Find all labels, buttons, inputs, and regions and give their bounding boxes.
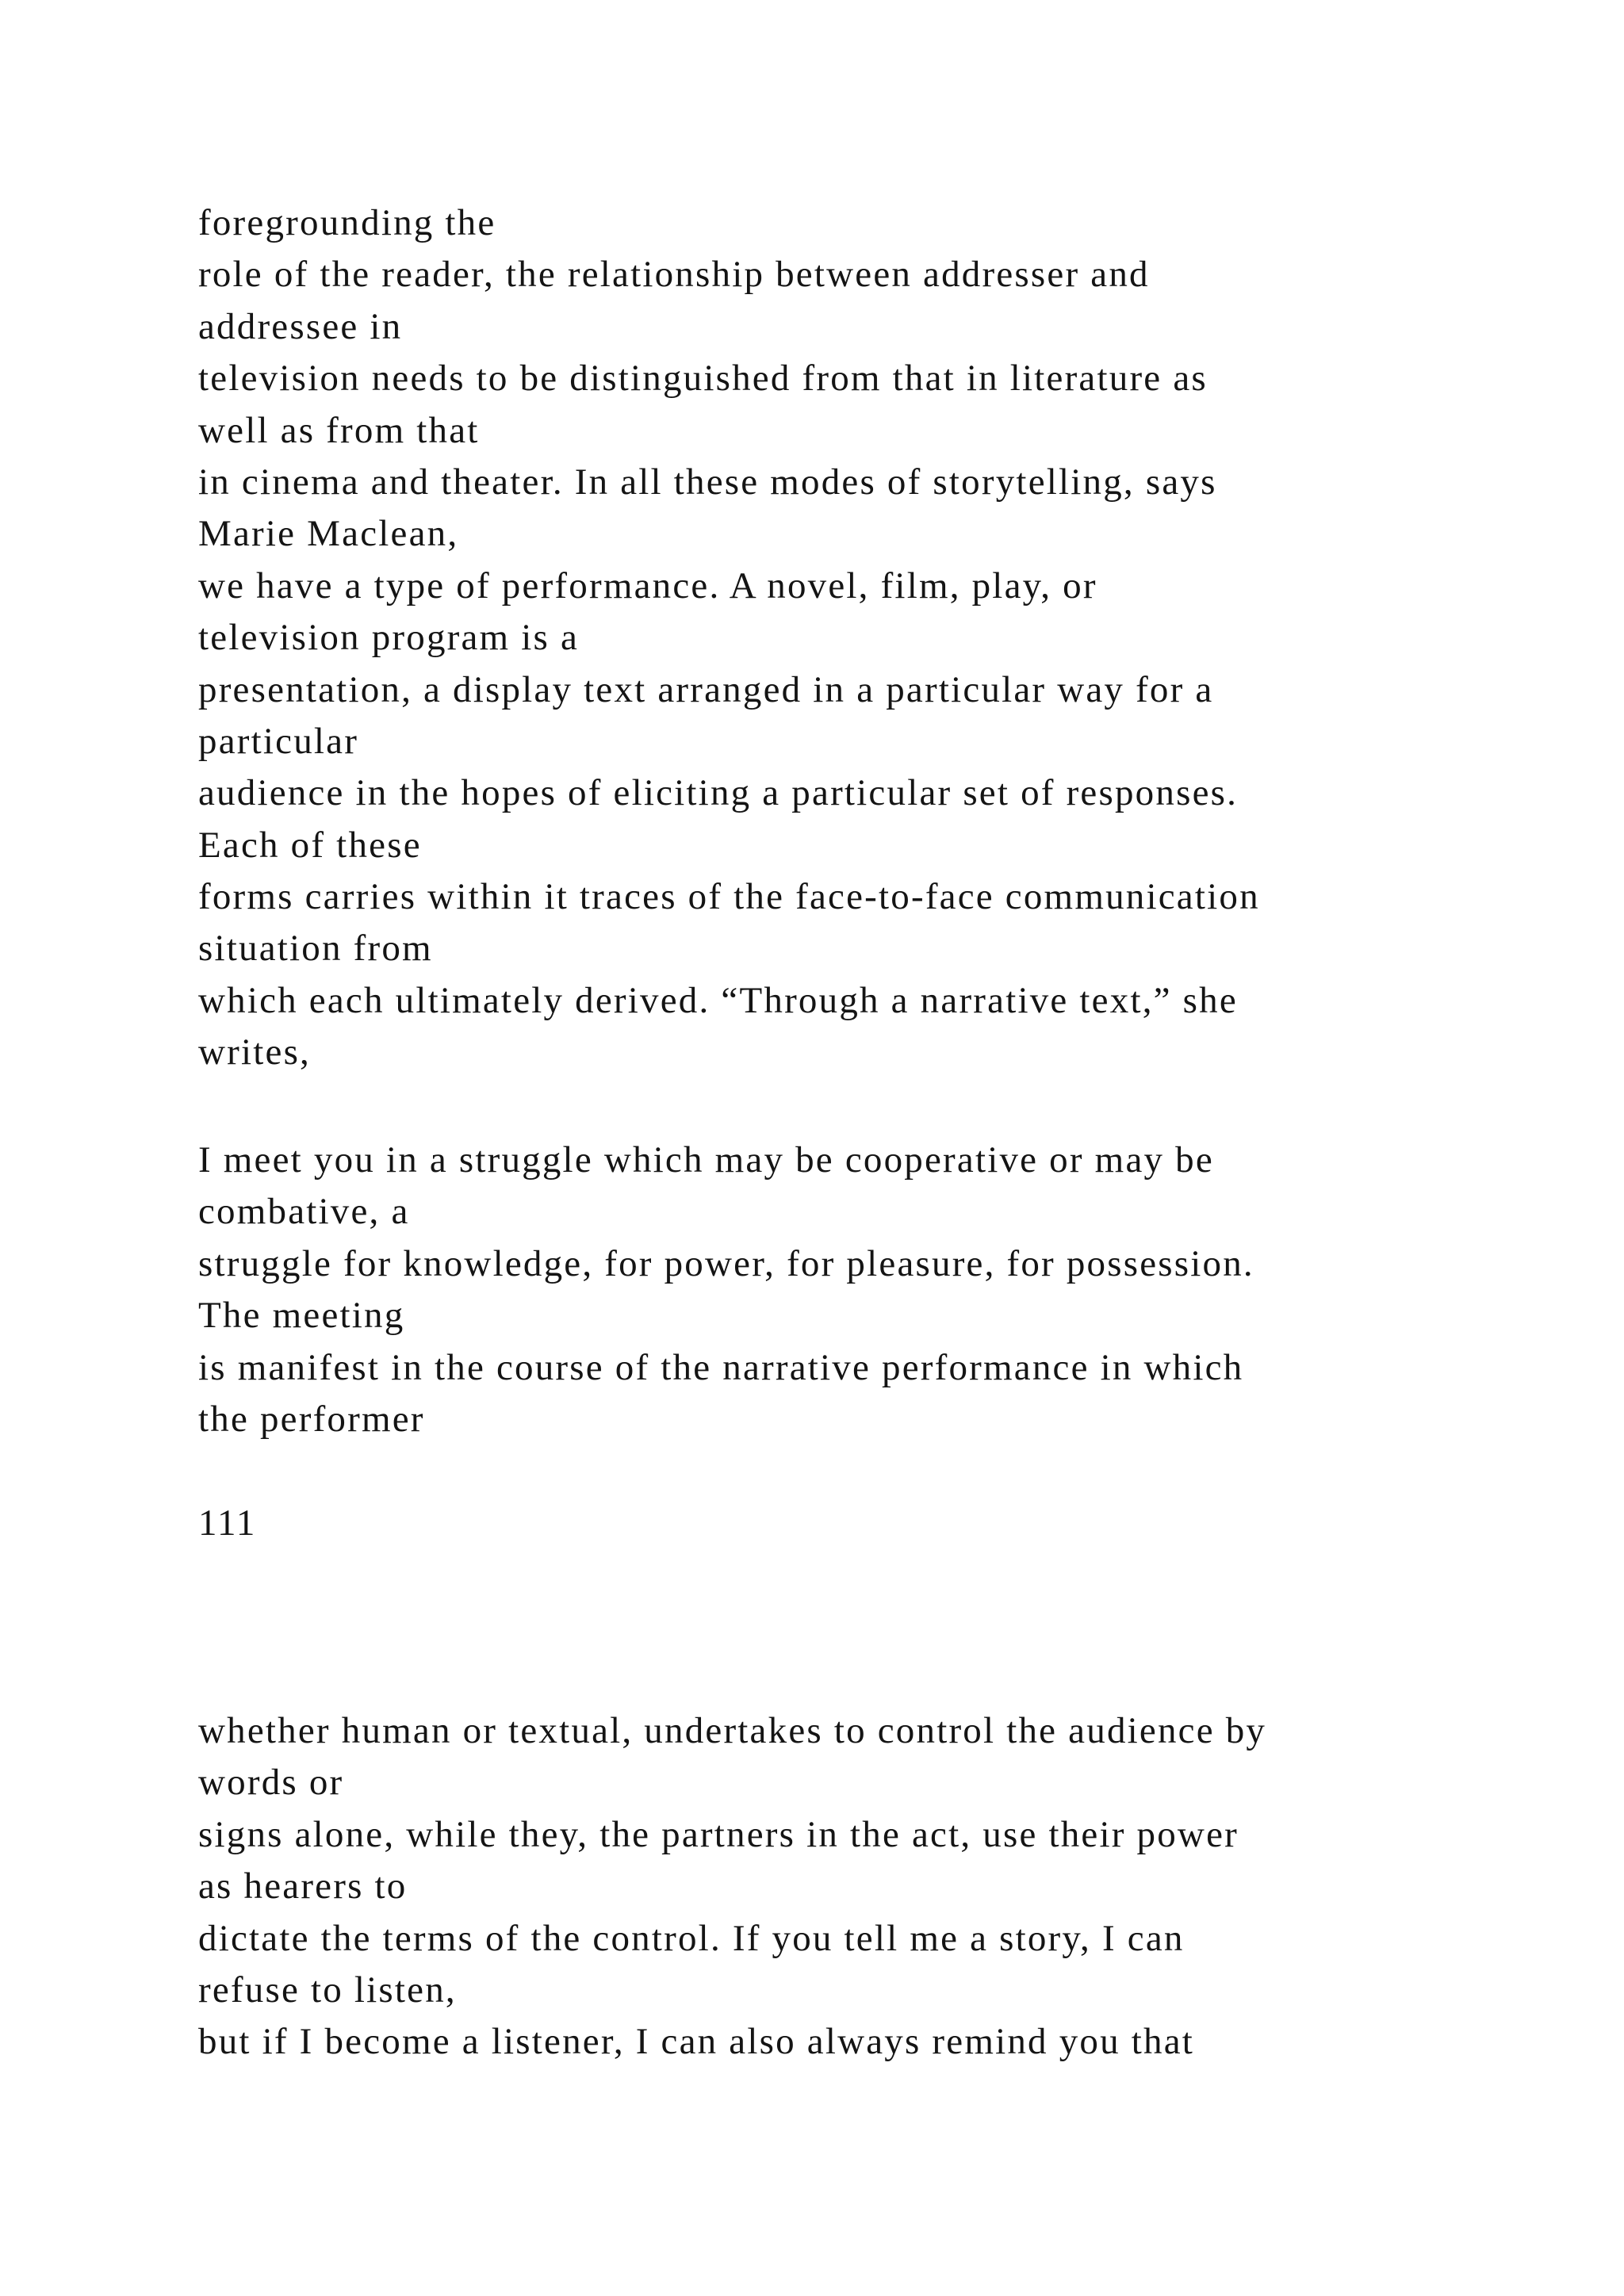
text-line: television program is a (198, 617, 580, 659)
text-line: signs alone, while they, the partners in the act, use their power (198, 1813, 1239, 1855)
text-line: The meeting (198, 1295, 405, 1337)
text-line: foregrounding the (198, 202, 496, 243)
block-quote-continued (198, 1705, 1546, 2068)
text-line: words or (198, 1762, 344, 1804)
text-line: Marie Maclean, (198, 513, 459, 555)
text-line: we have a type of performance. A novel, film, play, or (198, 564, 1097, 607)
text-line: whether human or textual, undertakes to control the audience by (198, 1710, 1267, 1751)
text-line: which each ultimately derived. “Through a narrative text,” she (198, 979, 1238, 1021)
text-line: television needs to be distinguished from that in literature as (198, 358, 1208, 400)
paragraph-body (198, 197, 1546, 1079)
text-line: addressee in (198, 305, 403, 347)
text-line: well as from that (198, 409, 480, 451)
text-line: struggle for knowledge, for power, for pleasure, for possession. (198, 1242, 1254, 1284)
text-line: situation from (198, 928, 433, 970)
text-line: refuse to listen, (198, 1969, 457, 2011)
text-line: in cinema and theater. In all these modes of storytelling, says (198, 461, 1217, 503)
text-line: Each of these (198, 824, 422, 866)
page-number (198, 1498, 1546, 1549)
text-line: forms carries within it traces of the face-to-face communication (198, 876, 1260, 918)
text-line: role of the reader, the relationship between addresser and (198, 254, 1150, 296)
text-line: presentation, a display text arranged in a particular way for a (198, 668, 1214, 710)
block-quote (198, 1135, 1546, 1445)
text-line: but if I become a listener, I can also always remind you that (198, 2021, 1195, 2063)
text-line: combative, a (198, 1191, 410, 1233)
text-line: the performer (198, 1398, 425, 1440)
text-line: I meet you in a struggle which may be cooperative or may be (198, 1139, 1214, 1181)
text-line: dictate the terms of the control. If you tell me a story, I can (198, 1917, 1185, 1959)
text-line: is manifest in the course of the narrative performance in which (198, 1346, 1244, 1388)
text-line: particular (198, 720, 359, 762)
text-line: as hearers to (198, 1866, 408, 1908)
text-line: writes, (198, 1031, 312, 1073)
page-number-text: 111 (198, 1502, 257, 1544)
text-line: audience in the hopes of eliciting a particular set of responses. (198, 772, 1239, 814)
